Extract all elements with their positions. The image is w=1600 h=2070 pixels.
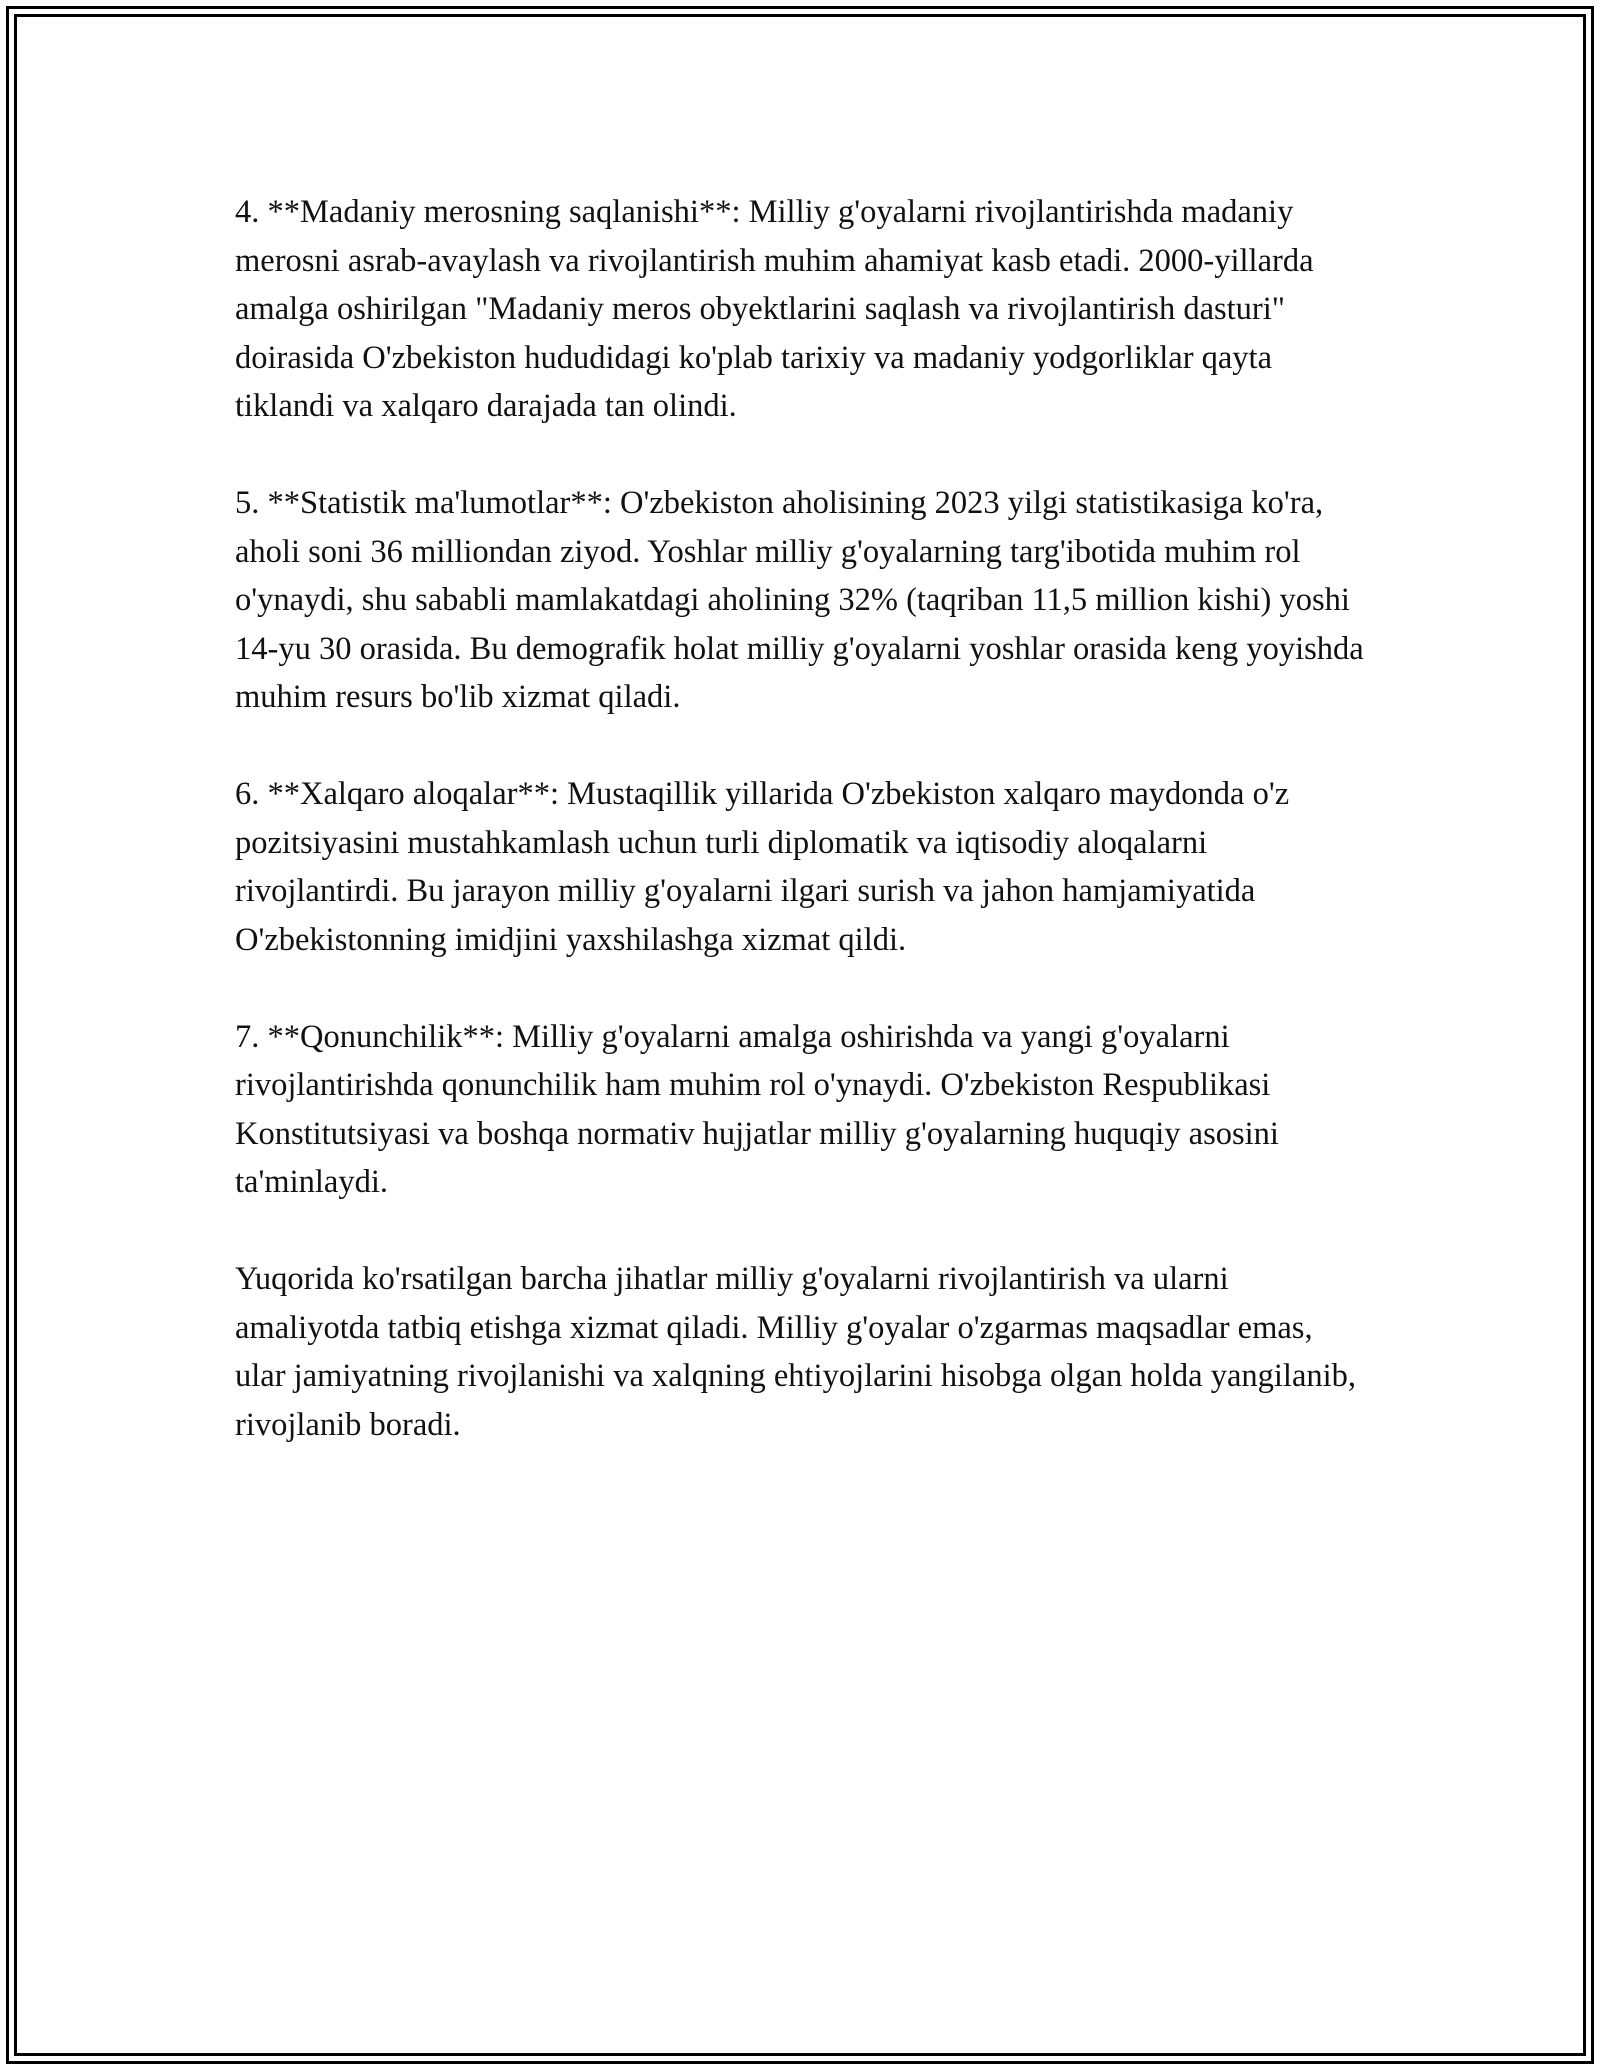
paragraph-conclusion: Yuqorida ko'rsatilgan barcha jihatlar milliy g'oyalarni rivojlantirish va ularni amaliyotda tatbiq etishga xizmat qiladi. Milliy g'oyalar o'zgarmas maqsadlar emas, ular jamiyatning rivojlanishi va xalqning ehtiyojlarini hisobga olgan holda yangilanib, rivojlanib boradi. (235, 1261, 1357, 1443)
document-body (235, 188, 1365, 1449)
paragraph-international-relations: 6. **Xalqaro aloqalar**: Mustaqillik yillarida O'zbekiston xalqaro maydonda o'z pozitsiyasini mustahkamlash uchun turli diplomatik va iqtisodiy aloqalarni rivojlantirdi. Bu jarayon milliy g'oyalarni ilgari surish va jahon hamjamiyatida O'zbekistonning imidjini yaxshilashga xizmat qildi. (235, 776, 1290, 958)
paragraph-statistics: 5. **Statistik ma'lumotlar**: O'zbekiston aholisining 2023 yilgi statistikasiga ko'ra, aholi soni 36 milliondan ziyod. Yoshlar milliy g'oyalarning targ'ibotida muhim rol o'ynaydi, shu sababli mamlakatdagi aholining 32% (taqriban 11,5 million kishi) yoshi 14-yu 30 orasida. Bu demografik holat milliy g'oyalarni yoshlar orasida keng yoyishda muhim resurs bo'lib xizmat qiladi. (235, 485, 1364, 715)
paragraph-cultural-heritage: 4. **Madaniy merosning saqlanishi**: Milliy g'oyalarni rivojlantirishda madaniy merosni asrab-avaylash va rivojlantirish muhim ahamiyat kasb etadi. 2000-yillarda amalga oshirilgan "Madaniy meros obyektlarini saqlash va rivojlantirish dasturi" doirasida O'zbekiston hududidagi ko'plab tarixiy va madaniy yodgorliklar qayta tiklandi va xalqaro darajada tan olindi. (235, 194, 1314, 424)
paragraph-legislation: 7. **Qonunchilik**: Milliy g'oyalarni amalga oshirishda va yangi g'oyalarni rivojlantirishda qonunchilik ham muhim rol o'ynaydi. O'zbekiston Respublikasi Konstitutsiyasi va boshqa normativ hujjatlar milliy g'oyalarning huquqiy asosini ta'minlaydi. (235, 1018, 1279, 1200)
